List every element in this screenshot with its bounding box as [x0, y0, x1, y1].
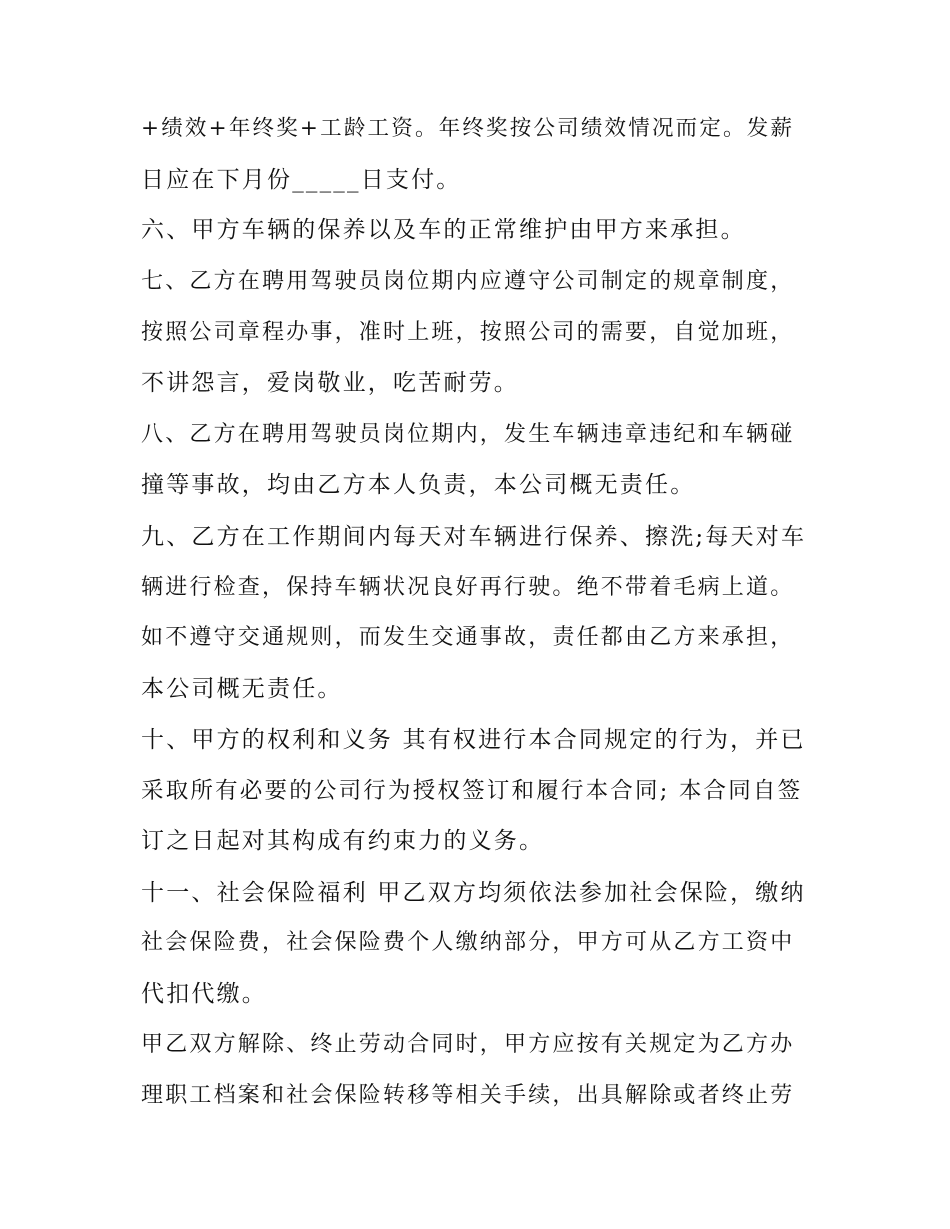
clause-7-line-3: 不讲怨言，爱岗敬业，吃苦耐劳。 — [141, 370, 519, 396]
clause-9-line-3: 如不遵守交通规则，而发生交通事故，责任都由乙方来承担， — [141, 625, 795, 650]
clause-9-line-4: 本公司概无责任。 — [141, 676, 343, 702]
clause-8-line-2: 撞等事故，均由乙方本人负责，本公司概无责任。 — [141, 472, 696, 498]
paragraph-line-salary-composition: +绩效+年终奖+工龄工资。年终奖按公司绩效情况而定。发薪 — [141, 116, 795, 141]
clause-10-line-1: 十、甲方的权利和义务 其有权进行本合同规定的行为，并已 — [141, 727, 806, 753]
clause-10-line-2: 采取所有必要的公司行为授权签订和履行本合同; 本合同自签 — [141, 778, 803, 804]
clause-11-line-1: 十一、社会保险福利 甲乙双方均须依法参加社会保险，缴纳 — [141, 880, 806, 906]
clause-9-line-1: 九、乙方在工作期间内每天对车辆进行保养、擦洗;每天对车 — [141, 524, 807, 550]
clause-7-line-1: 七、乙方在聘用驾驶员岗位期内应遵守公司制定的规章制度， — [141, 269, 795, 294]
clause-10-line-3: 订之日起对其构成有约束力的义务。 — [141, 828, 545, 854]
clause-8-line-1: 八、乙方在聘用驾驶员岗位期内，发生车辆违章违纪和车辆碰 — [141, 422, 795, 447]
clause-11-line-2: 社会保险费，社会保险费个人缴纳部分，甲方可从乙方工资中 — [141, 930, 795, 955]
clause-6-vehicle-maintenance: 六、甲方车辆的保养以及车的正常维护由甲方来承担。 — [141, 217, 746, 243]
clause-9-line-2: 辆进行检查，保持车辆状况良好再行驶。绝不带着毛病上道。 — [141, 575, 795, 600]
paragraph-line-pay-day: 日应在下月份_____日支付。 — [141, 167, 462, 193]
termination-paragraph-line-1: 甲乙双方解除、终止劳动合同时，甲方应按有关规定为乙方办 — [141, 1032, 795, 1057]
clause-11-line-3: 代扣代缴。 — [141, 981, 267, 1007]
termination-paragraph-line-2: 理职工档案和社会保险转移等相关手续，出具解除或者终止劳 — [141, 1083, 795, 1108]
clause-7-line-2: 按照公司章程办事，准时上班，按照公司的需要，自觉加班， — [141, 320, 795, 345]
